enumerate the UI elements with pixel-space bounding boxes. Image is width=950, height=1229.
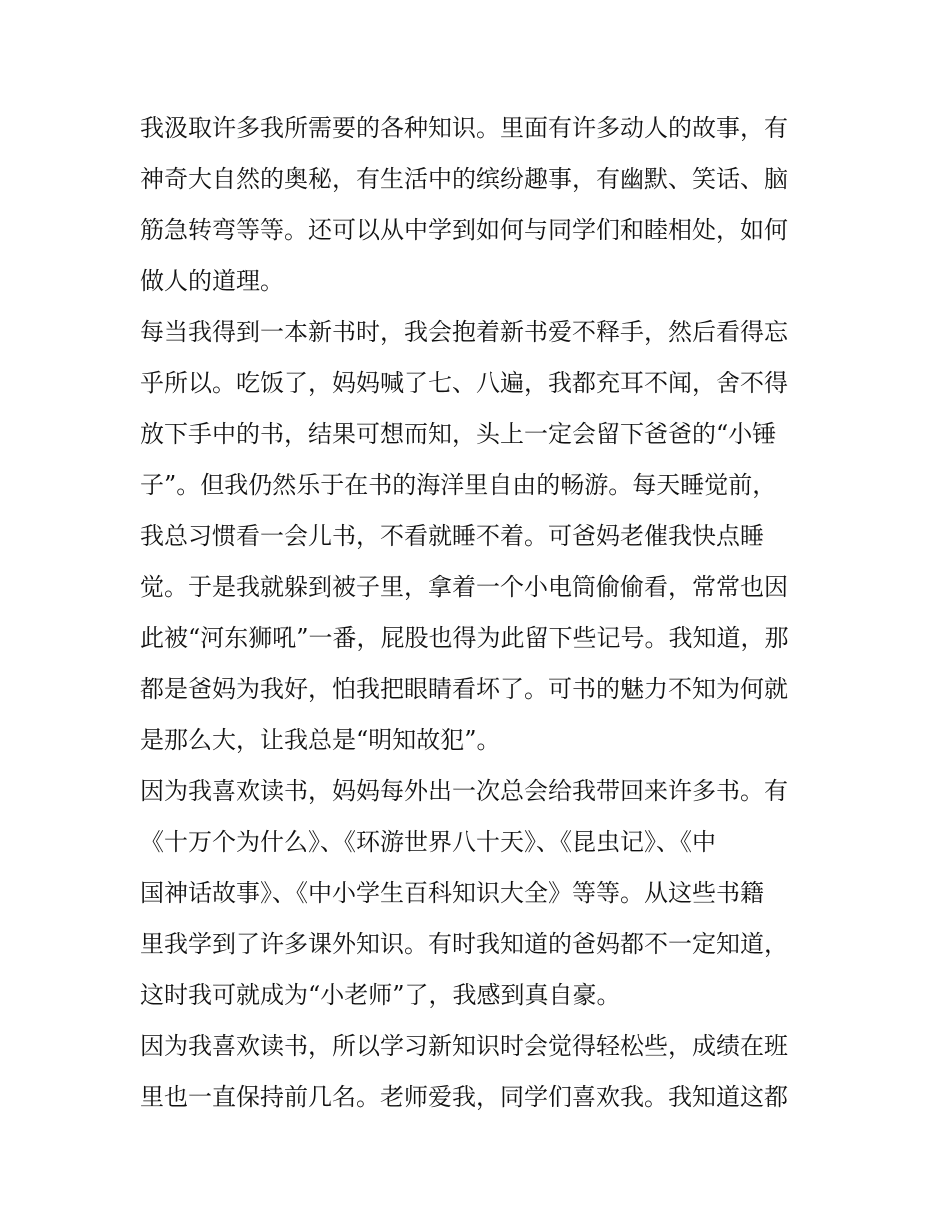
text-line: 里我学到了许多课外知识。有时我知道的爸妈都不一定知道， — [140, 930, 788, 958]
text-line: 放下手中的书，结果可想而知，头上一定会留下爸爸的“小锤 — [140, 420, 777, 448]
text-line: 因为我喜欢读书，所以学习新知识时会觉得轻松些，成绩在班 — [140, 1032, 788, 1060]
text-line: 筋急转弯等等。还可以从中学到如何与同学们和睦相处，如何 — [140, 216, 788, 244]
text-line: 我总习惯看一会儿书，不看就睡不着。可爸妈老催我快点睡 — [140, 522, 764, 550]
text-line: 乎所以。吃饭了，妈妈喊了七、八遍，我都充耳不闻，舍不得 — [140, 369, 788, 397]
text-line: 此被“河东狮吼”一番，屁股也得为此留下些记号。我知道，那 — [140, 624, 789, 652]
text-line: 子”。但我仍然乐于在书的海洋里自由的畅游。每天睡觉前， — [140, 471, 777, 499]
text-line: 是那么大，让我总是“明知故犯”。 — [140, 726, 501, 754]
text-line: 都是爸妈为我好，怕我把眼睛看坏了。可书的魅力不知为何就 — [140, 675, 788, 703]
text-line: 里也一直保持前几名。老师爱我，同学们喜欢我。我知道这都 — [140, 1083, 788, 1111]
text-line: 因为我喜欢读书，妈妈每外出一次总会给我带回来许多书。有 — [140, 777, 788, 805]
text-line: 这时我可就成为“小老师”了，我感到真自豪。 — [140, 981, 621, 1009]
text-line: 做人的道理。 — [140, 267, 284, 295]
text-line: 觉。于是我就躲到被子里，拿着一个小电筒偷偷看，常常也因 — [140, 573, 788, 601]
document-body — [140, 103, 812, 1123]
text-line: 我汲取许多我所需要的各种知识。里面有许多动人的故事，有 — [140, 114, 788, 142]
text-line: 国神话故事》、《中小学生百科知识大全》等等。从这些书籍 — [140, 879, 764, 907]
text-line: 《十万个为什么》、《环游世界八十天》、《昆虫记》、《中 — [140, 828, 716, 856]
text-line: 每当我得到一本新书时，我会抱着新书爱不释手，然后看得忘 — [140, 318, 788, 346]
text-line: 神奇大自然的奥秘，有生活中的缤纷趣事，有幽默、笑话、脑 — [140, 165, 788, 193]
